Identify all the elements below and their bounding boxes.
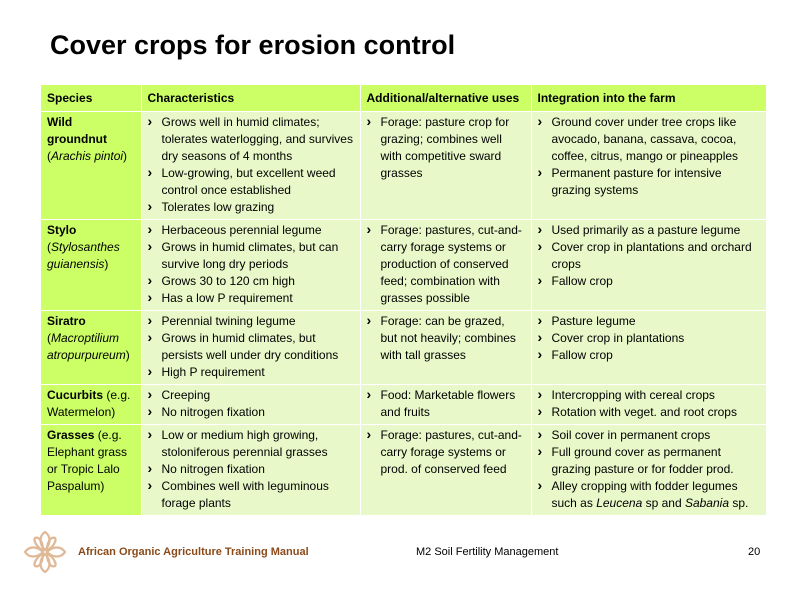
bullet-item: › Has a low P requirement [148,290,354,307]
uses-list [367,427,525,478]
species-name: Wild groundnut [47,115,107,146]
bullet-item: › Low or medium high growing, stoloniferous perennial grasses [148,427,354,461]
species-name: Siratro [47,314,86,328]
integration-list [538,387,760,421]
bullet-item: › Forage: pasture crop for grazing; combines well with competitive sward grasses [367,114,525,182]
bullet-item: › Forage: pastures, cut-and-carry forage systems or prod. of conserved feed [367,427,525,478]
bullet-item: › Pasture legume [538,313,760,330]
integration-cell [531,425,766,516]
table-header-row [41,85,766,112]
species-subtitle: (e.g. Watermelon) [47,388,131,419]
table-row [41,220,766,311]
footer-module-title: M2 Soil Fertility Management [416,546,559,558]
species-cell [41,220,141,311]
bullet-item: › Low-growing, but excellent weed control once established [148,165,354,199]
uses-list [367,387,525,421]
integration-cell [531,385,766,425]
bullet-item: › Grows 30 to 120 cm high [148,273,354,290]
species-subtitle: (Macroptilium atropurpureum) [47,331,130,362]
page-title: Cover crops for erosion control [50,30,456,60]
characteristics-cell [141,220,360,311]
header-integration: Integration into the farm [531,85,766,112]
footer-page-number: 20 [748,546,761,558]
bullet-item: › Fallow crop [538,273,760,290]
integration-list [538,313,760,364]
bullet-item: › Ground cover under tree crops like avocado, banana, cassava, cocoa, coffee, citrus, mango or pineapples [538,114,760,165]
species-name: Grasses [47,428,95,442]
species-cell [41,385,141,425]
cover-crops-table [41,85,767,516]
species-name: Stylo [47,223,77,237]
bullet-item: › Tolerates low grazing [148,199,354,216]
species-subtitle: (Stylosanthes guianensis) [47,240,120,271]
table-row [41,385,766,425]
integration-list [538,114,760,199]
characteristics-cell [141,385,360,425]
bullet-item: › Intercropping with cereal crops [538,387,760,404]
characteristics-list [148,387,354,421]
bullet-item: › Grows well in humid climates; tolerates waterlogging, and survives dry seasons of 4 months [148,114,354,165]
footer-manual-title: African Organic Agriculture Training Manual [78,546,309,558]
integration-list [538,427,760,512]
uses-cell [360,112,531,220]
bullet-item: › Alley cropping with fodder legumes such as Leucena sp and Sabania sp. [538,478,760,512]
uses-list [367,114,525,182]
uses-list [367,313,525,364]
header-uses: Additional/alternative uses [360,85,531,112]
uses-cell [360,220,531,311]
bullet-item: › Herbaceous perennial legume [148,222,354,239]
header-species: Species [41,85,141,112]
uses-cell [360,425,531,516]
characteristics-list [148,427,354,512]
bullet-item: › Creeping [148,387,354,404]
bullet-item: › Used primarily as a pasture legume [538,222,760,239]
integration-cell [531,220,766,311]
bullet-item: › Perennial twining legume [148,313,354,330]
bullet-item: › Food: Marketable flowers and fruits [367,387,525,421]
bullet-item: › Fallow crop [538,347,760,364]
species-subtitle: (Arachis pintoi) [47,149,128,163]
characteristics-list [148,114,354,216]
bullet-item: › Cover crop in plantations and orchard crops [538,239,760,273]
table-row [41,425,766,516]
uses-cell [360,385,531,425]
characteristics-cell [141,311,360,385]
integration-list [538,222,760,290]
bullet-item: › Full ground cover as permanent grazing pasture or for fodder prod. [538,444,760,478]
bullet-item: › Rotation with veget. and root crops [538,404,760,421]
uses-list [367,222,525,307]
species-cell [41,425,141,516]
species-subtitle: (e.g. Elephant grass or Tropic Lalo Paspalum) [47,428,128,493]
characteristics-list [148,313,354,381]
integration-cell [531,311,766,385]
bullet-item: › No nitrogen fixation [148,404,354,421]
characteristics-list [148,222,354,307]
bullet-item: › Soil cover in permanent crops [538,427,760,444]
table-row [41,311,766,385]
characteristics-cell [141,112,360,220]
bullet-item: › Cover crop in plantations [538,330,760,347]
integration-cell [531,112,766,220]
bullet-item: › Forage: can be grazed, but not heavily; combines with tall grasses [367,313,525,364]
bullet-item: › Grows in humid climates, but can survive long dry periods [148,239,354,273]
species-cell [41,311,141,385]
bullet-item: › Forage: pastures, cut-and-carry forage systems or production of conserved feed; combination with grasses possible [367,222,525,307]
bullet-item: › Permanent pasture for intensive grazing systems [538,165,760,199]
characteristics-cell [141,425,360,516]
species-cell [41,112,141,220]
flower-logo-icon [21,528,69,576]
table-row [41,112,766,220]
bullet-item: › No nitrogen fixation [148,461,354,478]
header-characteristics: Characteristics [141,85,360,112]
species-name: Cucurbits [47,388,104,402]
bullet-item: › Combines well with leguminous forage plants [148,478,354,512]
bullet-item: › High P requirement [148,364,354,381]
uses-cell [360,311,531,385]
bullet-item: › Grows in humid climates, but persists well under dry conditions [148,330,354,364]
